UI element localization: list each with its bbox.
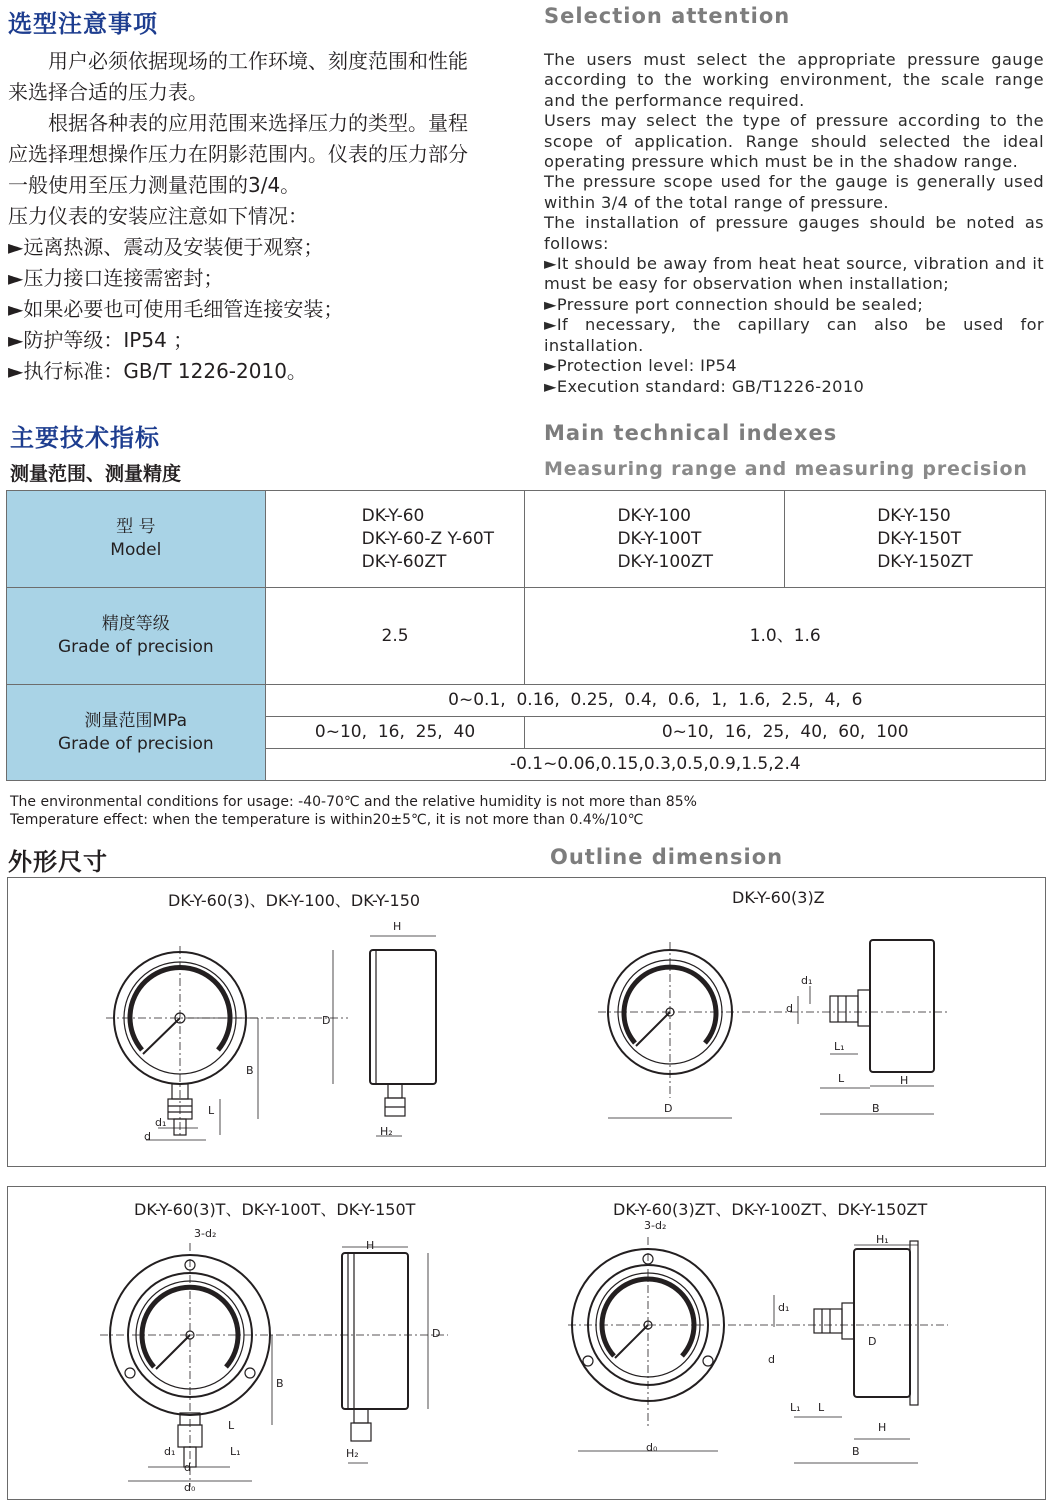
dim-zt-H: H <box>878 1421 887 1434</box>
dim-d1: d₁ <box>155 1116 167 1129</box>
selection-title-cn: 选型注意事项 <box>8 10 158 38</box>
range-label-cn: 测量范围MPa <box>84 710 188 731</box>
range-row1: 0~0.1, 0.16, 0.25, 0.4, 0.6, 1, 1.6, 2.5, 4, 6 <box>265 685 1045 717</box>
cn-line: ►执行标准：GB/T 1226-2010。 <box>8 359 307 383</box>
cn-line: 来选择合适的压力表。 <box>8 80 208 104</box>
dim-d: d <box>144 1130 151 1143</box>
range-label-en: Grade of precision <box>57 733 214 754</box>
model-name: DK-Y-100ZT <box>617 551 713 572</box>
range-row2-other: 0~10, 16, 25, 40, 60, 100 <box>525 717 1046 749</box>
technical-sub-cn: 测量范围、测量精度 <box>10 463 182 485</box>
cn-line: 压力仪表的安装应注意如下情况： <box>8 204 308 228</box>
selection-title-en: Selection attention <box>544 4 791 28</box>
selection-cn-text <box>8 46 518 387</box>
panel2-right-caption: DK-Y-60(3)ZT、DK-Y-100ZT、DK-Y-150ZT <box>613 1200 928 1219</box>
cn-line: 一般使用至压力测量范围的3/4。 <box>8 173 301 197</box>
dim-t-d: d <box>184 1461 191 1474</box>
dim-zt-d: d <box>768 1353 775 1366</box>
precision-value-60: 2.5 <box>265 588 525 685</box>
precision-header-cell <box>7 588 266 685</box>
cn-line: ►压力接口连接需密封； <box>8 266 224 290</box>
model-cell-150 <box>785 491 1046 588</box>
dim-t-L: L <box>228 1419 235 1432</box>
dim-t-d0: d₀ <box>184 1481 196 1494</box>
dim-t-H2: H₂ <box>346 1447 359 1460</box>
en-paragraph: The pressure scope used for the gauge is generally used within 3/4 of the total range of pressure. <box>544 172 1044 212</box>
selection-en-text <box>544 50 1044 397</box>
range-row2-60: 0~10, 16, 25, 40 <box>265 717 525 749</box>
technical-sub-en: Measuring range and measuring precision <box>544 458 1028 480</box>
gauge-z-side-view <box>798 940 934 1114</box>
gauge-zt-side-view <box>774 1241 918 1463</box>
model-name: DK-Y-60-Z Y-60T <box>361 528 495 549</box>
dim-H: H <box>393 920 402 933</box>
precision-label-cn: 精度等级 <box>101 614 170 634</box>
range-header-cell <box>7 685 266 781</box>
outline-panel-2 <box>7 1186 1046 1500</box>
table-row <box>7 491 1046 588</box>
dim-z-D: D <box>664 1102 673 1115</box>
dim-t-D: D <box>432 1327 441 1340</box>
cn-line: 用户必须依据现场的工作环境、刻度范围和性能 <box>8 49 468 73</box>
cn-line: ►如果必要也可使用毛细管连接安装； <box>8 297 344 321</box>
dim-t-d2: 3-d₂ <box>194 1227 217 1240</box>
technical-title-en: Main technical indexes <box>544 421 838 445</box>
dim-t-H: H <box>366 1239 375 1252</box>
en-paragraph: The users must select the appropriate pressure gauge according to the working environment, the scale range and the performance required. <box>544 50 1044 110</box>
dim-z-L: L <box>838 1072 845 1085</box>
en-paragraph: ►Execution standard: GB/T1226-2010 <box>544 376 865 396</box>
model-name: DK-Y-150T <box>877 528 962 549</box>
gauge-side-view <box>333 936 436 1136</box>
note-line: Temperature effect: when the temperature is within20±5℃, it is not more than 0.4%/10℃ <box>10 812 644 828</box>
range-row3: -0.1~0.06,0.15,0.3,0.5,0.9,1.5,2.4 <box>265 749 1045 781</box>
dim-z-L1: L₁ <box>834 1040 845 1053</box>
dim-zt-H1: H₁ <box>876 1233 889 1246</box>
technical-title-cn: 主要技术指标 <box>10 424 160 452</box>
model-name: DK-Y-150ZT <box>877 551 973 572</box>
gauge-t-side-view <box>342 1247 428 1463</box>
model-name: DK-Y-100 <box>617 505 691 526</box>
model-name: DK-Y-60ZT <box>361 551 447 572</box>
dim-zt-d2: 3-d₂ <box>644 1219 667 1232</box>
panel1-right-caption: DK-Y-60(3)Z <box>732 888 825 907</box>
model-label-cn: 型 号 <box>116 517 156 537</box>
cn-line: 根据各种表的应用范围来选择压力的类型。量程 <box>8 111 468 135</box>
precision-value-other: 1.0、1.6 <box>525 588 1046 685</box>
dim-zt-D: D <box>868 1335 877 1348</box>
model-cell-100 <box>525 491 785 588</box>
outline-panel-1 <box>7 877 1046 1167</box>
dim-z-H: H <box>900 1074 909 1087</box>
dim-t-d1: d₁ <box>164 1445 176 1458</box>
model-cell-60 <box>265 491 525 588</box>
gauge-zt-front-view <box>568 1237 948 1451</box>
en-paragraph: ►It should be away from heat heat source, vibration and it must be easy for observation when installation; <box>544 254 1044 294</box>
dim-B: B <box>246 1064 254 1077</box>
en-paragraph: ►Protection level: IP54 <box>544 356 737 376</box>
dim-z-d: d <box>786 1002 793 1015</box>
cn-line: ►远离热源、震动及安装便于观察； <box>8 235 324 259</box>
model-name: DK-Y-150 <box>877 505 951 526</box>
panel2-left-caption: DK-Y-60(3)T、DK-Y-100T、DK-Y-150T <box>134 1200 416 1219</box>
model-name: DK-Y-100T <box>617 528 702 549</box>
en-paragraph: The installation of pressure gauges should be noted as follows: <box>544 213 1044 253</box>
table-row <box>7 685 1046 717</box>
dim-D: D <box>322 1014 331 1027</box>
dim-zt-d0: d₀ <box>646 1441 658 1454</box>
en-paragraph: ►If necessary, the capillary can also be used for installation. <box>544 315 1044 355</box>
dim-zt-L1: L₁ <box>790 1401 801 1414</box>
en-paragraph: ►Pressure port connection should be sealed; <box>544 294 924 314</box>
outline-title-en: Outline dimension <box>550 845 784 869</box>
note-line: The environmental conditions for usage: -40-70℃ and the relative humidity is not more than 85% <box>10 794 697 810</box>
dim-zt-d1: d₁ <box>778 1301 790 1314</box>
cn-line: ►防护等级：IP54 ； <box>8 328 194 352</box>
cn-line: 应选择理想操作压力在阴影范围内。仪表的压力部分 <box>8 142 468 166</box>
dim-z-B: B <box>872 1102 880 1115</box>
gauge-front-view <box>106 946 348 1140</box>
en-paragraph: Users may select the type of pressure according to the scope of application. Range should selected the ideal operating pressure which must be in the shadow range. <box>544 111 1044 172</box>
model-label-en: Model <box>110 540 162 560</box>
dim-z-d1: d₁ <box>801 974 813 987</box>
usage-notes <box>10 793 697 829</box>
table-row <box>7 588 1046 685</box>
gauge-t-front-view <box>100 1243 448 1487</box>
dim-H2: H₂ <box>380 1125 393 1138</box>
dim-L: L <box>208 1104 215 1117</box>
dim-zt-L: L <box>818 1401 825 1414</box>
dim-t-B: B <box>276 1377 284 1390</box>
model-header-cell <box>7 491 266 588</box>
dim-zt-B: B <box>852 1445 860 1458</box>
precision-label-en: Grade of precision <box>57 637 214 657</box>
panel1-left-caption: DK-Y-60(3)、DK-Y-100、DK-Y-150 <box>168 891 421 910</box>
outline-title-cn: 外形尺寸 <box>8 848 108 876</box>
model-name: DK-Y-60 <box>361 505 425 526</box>
gauge-z-front-view <box>598 942 948 1118</box>
dim-t-L1: L₁ <box>230 1445 241 1458</box>
spec-table <box>6 490 1046 781</box>
